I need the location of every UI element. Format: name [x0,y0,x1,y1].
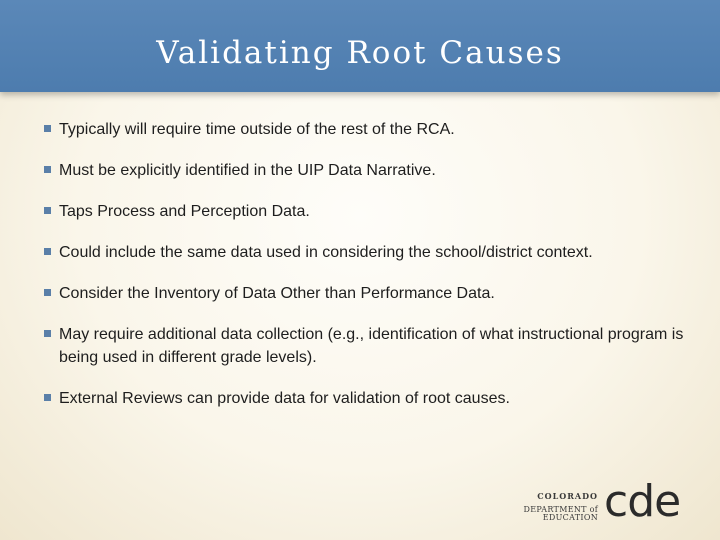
title-bar [0,0,720,92]
square-bullet-icon [44,248,51,255]
bullet-item [44,118,704,141]
square-bullet-icon [44,125,51,132]
bullet-text: External Reviews can provide data for validation of root causes. [59,390,510,407]
bullet-text: Taps Process and Perception Data. [59,203,310,220]
square-bullet-icon [44,166,51,173]
bullet-text: Could include the same data used in considering the school/district context. [59,244,593,261]
square-bullet-icon [44,330,51,337]
bullet-item [44,323,704,369]
bullet-item [44,282,704,305]
bullet-item [44,387,704,410]
logo-line-colorado: COLORADO [537,491,598,501]
logo-mark: cde [604,476,681,527]
bullet-item [44,200,704,223]
bullet-text: May require additional data collection (e.g., identification of what instructional program is being used in different grade levels). [59,326,684,366]
logo-line-department: DEPARTMENT of EDUCATION [523,505,598,522]
bullet-text: Must be explicitly identified in the UIP Data Narrative. [59,162,436,179]
square-bullet-icon [44,289,51,296]
cde-logo [488,476,700,527]
logo-wordmark [488,492,598,522]
bullet-list [44,118,704,428]
bullet-text: Typically will require time outside of the rest of the RCA. [59,121,455,138]
bullet-item [44,241,704,264]
bullet-text: Consider the Inventory of Data Other than Performance Data. [59,285,495,302]
square-bullet-icon [44,207,51,214]
square-bullet-icon [44,394,51,401]
slide-title: Validating Root Causes [156,35,564,71]
bullet-item [44,159,704,182]
